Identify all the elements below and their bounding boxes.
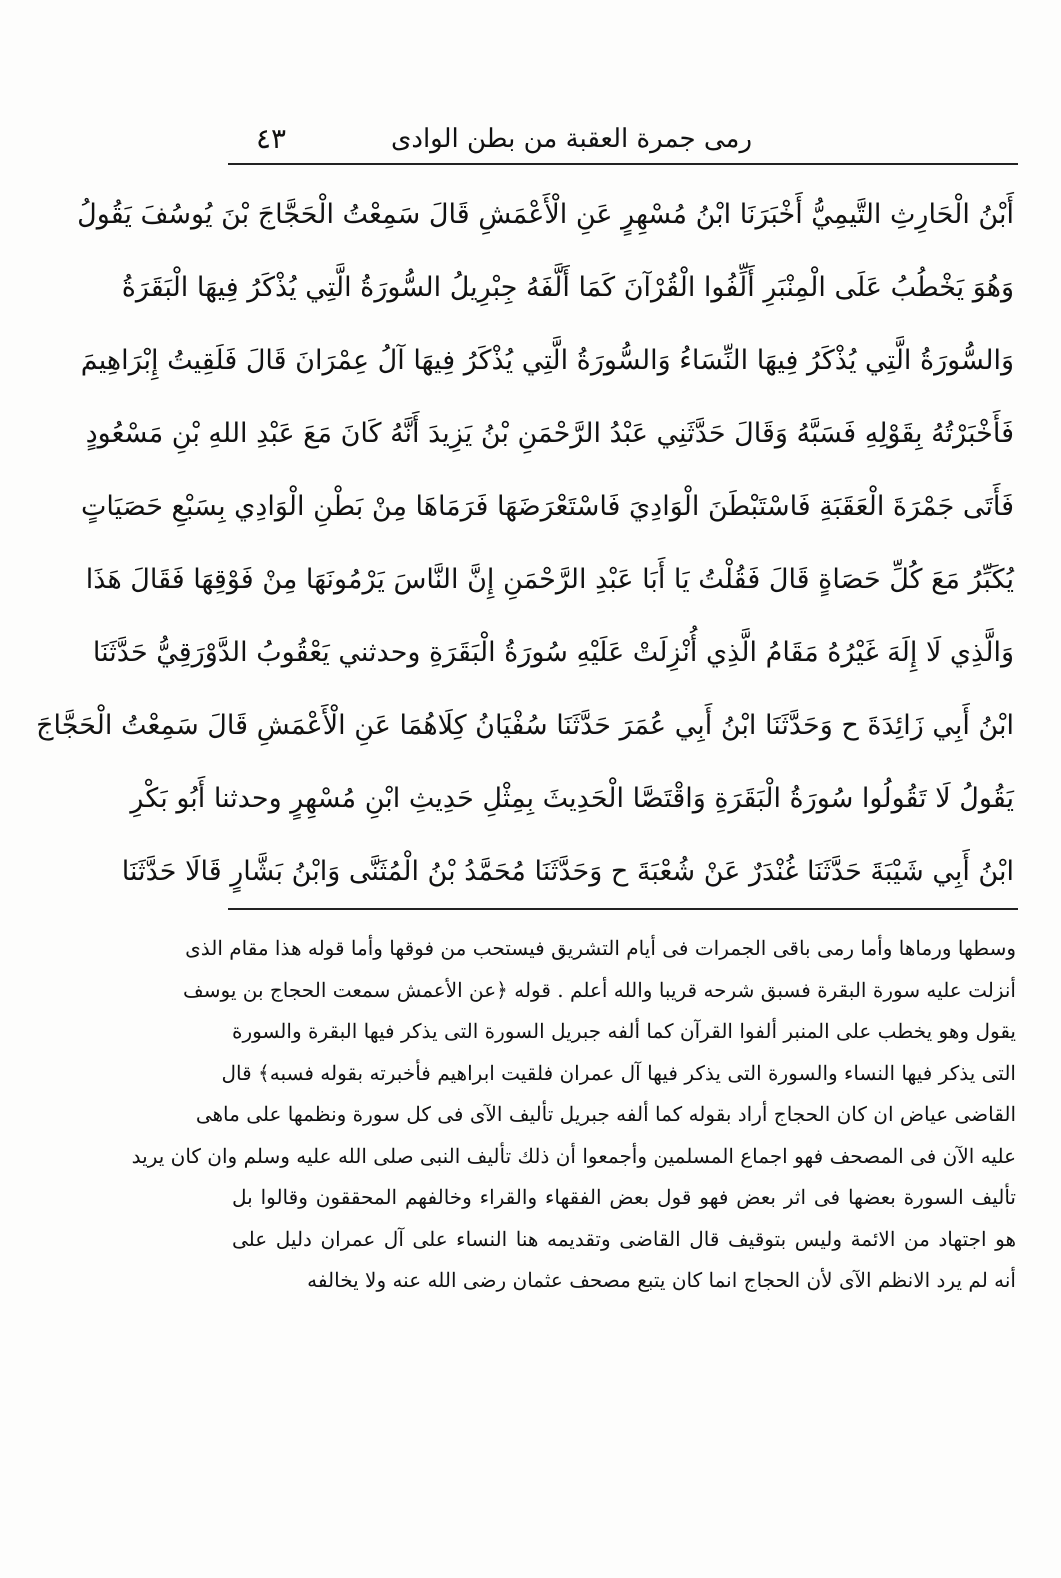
commentary-line: هو اجتهاد من الائمة وليس بتوقيف قال القاضى وتقديمه هنا النساء على آل عمران دليل على: [232, 1226, 1016, 1251]
commentary-line: يقول وهو يخطب على المنبر ألفوا القرآن كما ألفه جبريل السورة التى يذكر فيها البقرة والسورة: [232, 1019, 1016, 1043]
commentary-line: أنه لم يرد الانظم الآى لأن الحجاج انما كان يتبع مصحف عثمان رضى الله عنه ولا يخالفه: [307, 1268, 1016, 1292]
commentary-line: تأليف السورة بعضها فى اثر بعض فهو قول بعض الفقهاء والقراء وخالفهم المحققون وقالوا بل: [232, 1185, 1016, 1209]
commentary-line: وسطها ورماها وأما رمى باقى الجمرات فى أيام التشريق فيستحب من فوقها وأما قوله هذا مقام الذى: [185, 936, 1016, 960]
main-text-line: ابْنُ أَبِي شَيْبَةَ حَدَّثَنَا غُنْدَرٌ عَنْ شُعْبَةَ ح وَحَدَّثَنَا مُحَمَّدُ بْنُ الْمُثَنَّى وَابْنُ بَشَّارٍ قَالَا حَدَّثَنَا: [121, 856, 1014, 887]
main-text-line: وَالسُّورَةُ الَّتِي يُذْكَرُ فِيهَا النِّسَاءُ وَالسُّورَةُ الَّتِي يُذْكَرُ فِيهَا آلُ عِمْرَانَ قَالَ فَلَقِيتُ إِبْرَاهِيمَ: [80, 345, 1014, 376]
main-text-line: يُكَبِّرُ مَعَ كُلِّ حَصَاةٍ قَالَ فَقُلْتُ يَا أَبَا عَبْدِ الرَّحْمَنِ إِنَّ النَّاسَ يَرْمُونَهَا مِنْ فَوْقِهَا فَقَالَ هَذَا: [85, 564, 1014, 595]
main-text-line: أَبْنُ الْحَارِثِ التَّيمِيُّ أَخْبَرَنَا ابْنُ مُسْهِرٍ عَنِ الْأَعْمَشِ قَالَ سَمِعْتُ الْحَجَّاجَ بْنَ يُوسُفَ يَقُولُ: [77, 199, 1014, 230]
commentary-text: [131, 928, 1016, 1302]
page-header: [228, 120, 1020, 164]
hadith-text: [36, 178, 1014, 908]
main-text-line: فَأَخْبَرْتُهُ بِقَوْلِهِ فَسَبَّهُ وَقَالَ حَدَّثَنِي عَبْدُ الرَّحْمَنِ بْنُ يَزِيدَ أَنَّهُ كَانَ مَعَ عَبْدِ اللهِ بْنِ مَسْعُودٍ: [85, 418, 1014, 449]
main-text-line: ابْنُ أَبِي زَائِدَةَ ح وَحَدَّثَنَا ابْنُ أَبِي عُمَرَ حَدَّثَنَا سُفْيَانُ كِلَاهُمَا عَنِ الْأَعْمَشِ قَالَ سَمِعْتُ الْحَجَّاجَ: [36, 710, 1014, 741]
main-text-line: يَقُولُ لَا تَقُولُوا سُورَةُ الْبَقَرَةِ وَاقْتَصَّا الْحَدِيثَ بِمِثْلِ حَدِيثِ ابْنِ مُسْهِرٍ وحدثنا أَبُو بَكْرِ: [130, 783, 1014, 814]
commentary-line: التى يذكر فيها النساء والسورة التى يذكر فيها آل عمران فلقيت ابراهيم فأخبرته بقوله فسبه﴾ قال: [221, 1060, 1016, 1085]
section-divider: [228, 908, 1018, 910]
commentary-line: أنزلت عليه سورة البقرة فسبق شرحه قريبا والله أعلم . قوله ﴿عن الأعمش سمعت الحجاج بن يوسف: [183, 977, 1016, 1002]
main-text-line: وَهُوَ يَخْطُبُ عَلَى الْمِنْبَرِ أَلِّفُوا الْقُرْآنَ كَمَا أَلَّفَهُ جِبْرِيلُ السُّورَةُ الَّتِي يُذْكَرُ فِيهَا الْبَقَرَةُ: [121, 272, 1014, 303]
commentary-line: عليه الآن فى المصحف فهو اجماع المسلمين وأجمعوا أن ذلك تأليف النبى صلى الله عليه وسلم وان كان يريد: [131, 1143, 1016, 1168]
main-text-line: وَالَّذِي لَا إِلَهَ غَيْرُهُ مَقَامُ الَّذِي أُنْزِلَتْ عَلَيْهِ سُورَةُ الْبَقَرَةِ وحدثني يَعْقُوبُ الدَّوْرَقِيُّ حَدَّثَنَا: [92, 637, 1014, 668]
header-rule: [228, 163, 1018, 165]
running-title: رمى جمرة العقبة من بطن الوادى: [391, 124, 752, 154]
page-number: ٤٣: [256, 122, 287, 155]
commentary-line: القاضى عياض ان كان الحجاج أراد بقوله كما ألفه جبريل تأليف الآى فى كل سورة ونظمها على ماهى: [195, 1102, 1016, 1126]
main-text-line: فَأَتَى جَمْرَةَ الْعَقَبَةِ فَاسْتَبْطَنَ الْوَادِيَ فَاسْتَعْرَضَهَا فَرَمَاهَا مِنْ بَطْنِ الْوَادِي بِسَبْعِ حَصَيَاتٍ: [81, 491, 1014, 522]
